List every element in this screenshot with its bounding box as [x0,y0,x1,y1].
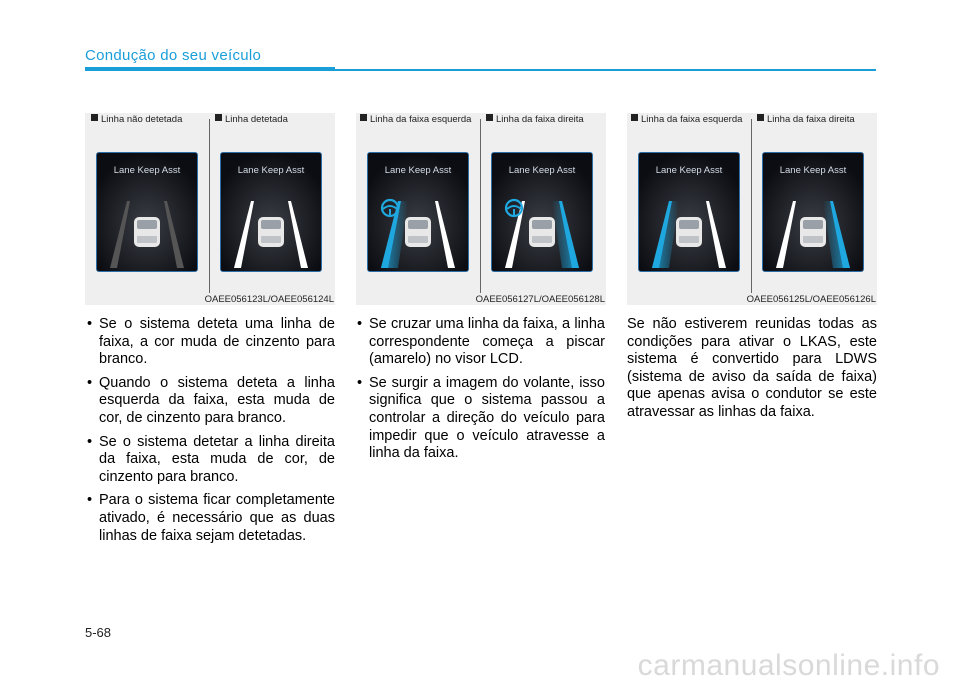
text-column-1 [85,316,335,551]
square-bullet-icon [215,114,222,121]
screen-title: Lane Keep Asst [779,165,847,176]
figure-divider [480,119,481,293]
screen-title: Lane Keep Asst [508,165,576,176]
lcd-screen-right [220,152,322,272]
caption-left: Linha da faixa esquerda [631,114,742,125]
caption-left: Linha não detetada [91,114,182,125]
car-icon [676,217,702,247]
text-column-3 [627,316,877,422]
lcd-screen-left [96,152,198,272]
screen-title: Lane Keep Asst [237,165,305,176]
screen-title: Lane Keep Asst [113,165,181,176]
screen-title: Lane Keep Asst [655,165,723,176]
figure-lane-crossing [356,113,606,305]
caption-left: Linha da faixa esquerda [360,114,471,125]
car-icon [405,217,431,247]
paragraph: Se não estiverem reunidas todas as condições para ativar o LKAS, este sistema é convertido para LDWS (sistema de aviso da saída de faixa) que apenas avisa o condutor se este atravessar as linhas da faixa. [627,316,877,420]
bullet-item: • Se cruzar uma linha da faixa, a linha correspondente começa a piscar (amarelo) no visor LCD. [355,316,605,369]
bullet-item: • Se surgir a imagem do volante, isso significa que o sistema passou a controlar a direção do veículo para impedir que o veículo atravesse a linha da faixa. [355,375,605,463]
page-number: 5-68 [85,625,112,640]
caption-right: Linha detetada [215,114,288,125]
car-icon [529,217,555,247]
figure-code: OAEE056123L/OAEE056124L [204,294,334,305]
lcd-screen-right [762,152,864,272]
bullet-item: • Quando o sistema deteta a linha esquerda da faixa, esta muda de cor, de cinzento para branco. [85,375,335,428]
figure-code: OAEE056127L/OAEE056128L [475,294,605,305]
lcd-screen-left [638,152,740,272]
caption-right: Linha da faixa direita [757,114,855,125]
lcd-screen-right [491,152,593,272]
figure-ldws [627,113,877,305]
watermark: carmanualsonline.info [637,649,940,682]
square-bullet-icon [757,114,764,121]
figure-divider [209,119,210,293]
screen-title: Lane Keep Asst [384,165,452,176]
car-icon [258,217,284,247]
header-rule [335,69,876,71]
text-column-2 [355,316,605,469]
section-title: Condução do seu veículo [85,47,262,64]
figure-lane-detection [85,113,335,305]
header-rule-accent [85,67,335,71]
square-bullet-icon [486,114,493,121]
car-icon [800,217,826,247]
caption-right: Linha da faixa direita [486,114,584,125]
car-icon [134,217,160,247]
square-bullet-icon [360,114,367,121]
figure-divider [751,119,752,293]
bullet-item: • Se o sistema deteta uma linha de faixa, a cor muda de cinzento para branco. [85,316,335,369]
bullet-item: • Para o sistema ficar completamente ativado, é necessário que as duas linhas de faixa sejam detetadas. [85,492,335,545]
lcd-screen-left [367,152,469,272]
figure-code: OAEE056125L/OAEE056126L [746,294,876,305]
bullet-item: • Se o sistema detetar a linha direita da faixa, esta muda de cor, de cinzento para branco. [85,434,335,487]
square-bullet-icon [631,114,638,121]
square-bullet-icon [91,114,98,121]
